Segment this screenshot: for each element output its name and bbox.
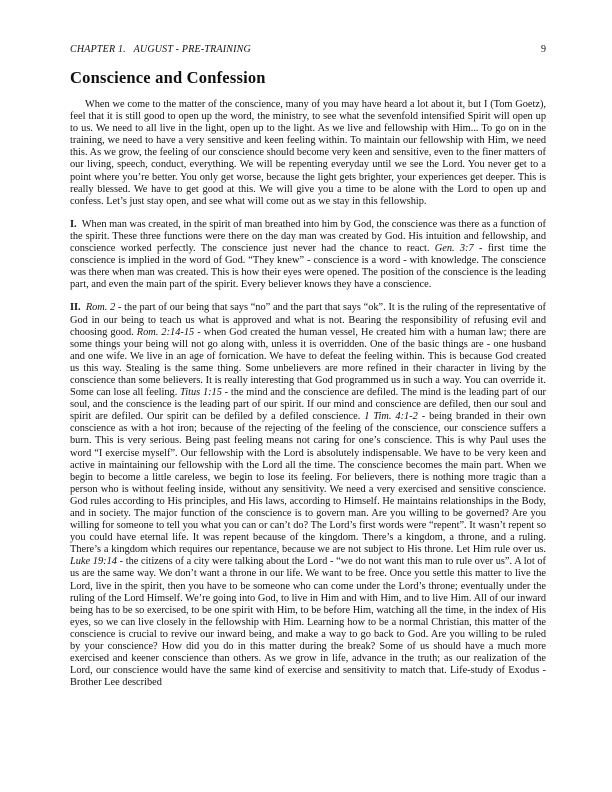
chapter-running-head: CHAPTER 1. AUGUST - PRE-TRAINING [70,44,251,55]
paragraph-intro: When we come to the matter of the conscience, many of you may have heard a lot about it, but I (Tom Goetz), feel that it is still good to open up the word, the ministry, to see what the sevenfold intensified Spirit will open up to us. We need to all live in the light, open up to the light. As we live and fellowship with Him... To go on in the training, we need to have a very sensitive and keen feeling within. To maintain our fellowship with Him, we need this. As we grow, the feeling of our conscience should become very keen and sensitive, even to the finer matters of our living, speech, conduct, everything. We will be repenting everyday until we see the Lord. You never get to a point where you’re better. You only get worse, because the light gets brighter, your experiences get deeper. This is really blessed. We have to get good at this. We will give you a time to be alone with the Lord to open up and confess. Let’s just stay open, and see what will come out as we stay in this fellowship. [70,99,546,207]
running-header [70,44,546,55]
section-title: Conscience and Confession [70,68,266,87]
paragraph-point-one: I. When man was created, in the spirit of man breathed into him by God, the conscience was there as a function of the spirit. These three functions were there on the day man was created by God. His intuition and fellowship, and conscience worked perfectly. The conscience just never had the chance to react. Gen. 3:7 - first time the conscience is implied in the word of God. “They knew” - conscience is a word - with knowledge. The conscience was there when man was created. This is how their eyes were opened. The position of the conscience is the leading part, and even the main part of the spirit. Every believer knows they have a conscience. [70,218,546,291]
text-block [70,44,546,700]
body-text [70,99,546,689]
page-number: 9 [541,44,546,55]
paragraph-point-two: II. Rom. 2 - the part of our being that says “no” and the part that says “ok”. It is the ruling of the representative of God in our being to teach us what is approved and what is not. Bearing the responsibility of refusing evil and choosing good. Rom. 2:14-15 - when God created the human vessel, He created him with a human law; there are some things your being will not go along with, unless it is overridden. One of the basic things are - one husband and one wife. We live in an age of fornication. We have to defeat the feeling within. This is because God created us this way. Stealing is the same thing. Some unbelievers are more refined in their character in living by the conscience than some believers. It is really interesting that God programmed us in such a way. You can override it. Some can lose all feeling. Titus 1:15 - the mind and the conscience are defiled. The mind is the leading part of our soul, and the conscience is the leading part of our spirit. If our mind and conscience are defiled, then our soul and spirit are defiled. Our spirit can be defiled by a defiled conscience. 1 Tim. 4:1-2 - being branded in their own conscience as with a hot iron; because of the rejecting of the feeling of the conscience, our conscience suffers a burn. This is very serious. Being past feeling means not caring for one’s conscience. This is why Paul uses the word “I exercise myself”. Our fellowship with the Lord is absolutely indispensable. We have to be very keen and active in maintaining our fellowship with the Lord all the time. The conscience becomes the main part. When we begin to become a little careless, we begin to lose its feeling. For believers, there is nothing more tragic than a person who is without feeling inside, without any sensitivity. We need a very exercised and sensitive conscience. God rules according to His principles, and His laws, according to Himself. He maintains relationships in the Body, and in society. The major function of the conscience is to govern man. Are you willing to be governed? Are you willing for someone to tell you what you can or can’t do? The Lord’s first words were “repent”. It wasn’t repent so you could have eternal life. It was repent because of the kingdom. There’s a kingdom, a throne, and a ruling. There’s a kingdom which requires our repentance, because we are not subject to His throne. Let Him rule over us. Luke 19:14 - the citizens of a city were talking about the Lord - “we do not want this man to rule over us”. A lot of us are the same way. We don’t want a throne in our life. We want to be free. Once you settle this matter to live the Lord, live in the spirit, then you have to be someone who can come under the Lord’s throne; eventually under the ruling of the Lord Himself. We’re going into God, to live in Him and with Him, and to live Him. All of our inward being has to be so exercised, to be one spirit with Him, to be before Him, watching all the time, in the index of His eyes, so we can live closely in the fellowship with Him. Learning how to be a normal Christian, this matter of the conscience is crucial to revive our inward being, and make a way to go back to God. Are you willing to be ruled by your conscience? How did you do in this matter during the break? Some of us should have a much more exercised and keener conscience than others. As we grow in life, advance in the truth; as our realization of the Lord, our conscience would have the same kind of exercise and sensitivity to match that. Life-study of Exodus - Brother Lee described [70,302,546,689]
